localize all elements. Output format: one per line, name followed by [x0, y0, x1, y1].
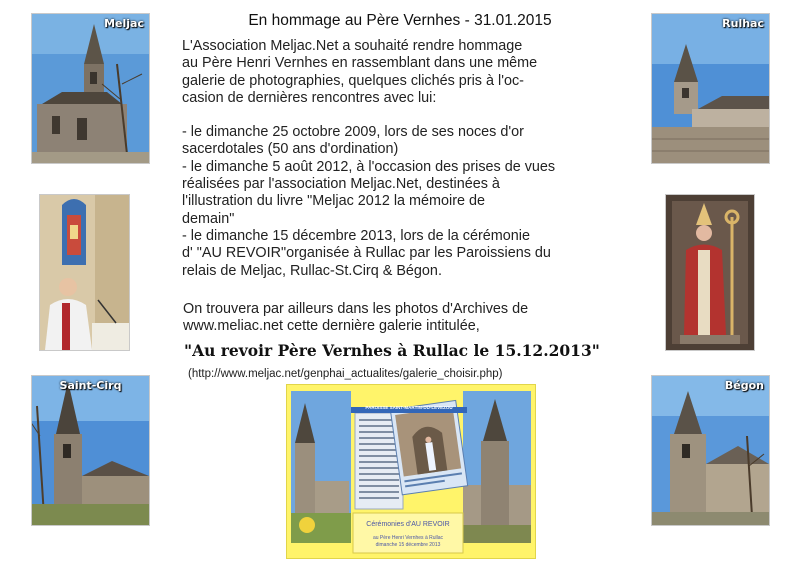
photo-meljac-church[interactable] [31, 13, 150, 164]
body-line: sacerdotales (50 ans d'ordination) [182, 141, 399, 158]
poster-caption-sub2: dimanche 15 décembre 2013 [375, 542, 441, 548]
photo-caption-saint-cirq: Saint-Cirq [59, 379, 122, 392]
poster-illustration [287, 385, 535, 558]
page-title: En hommage au Père Vernhes - 31.01.2015 [248, 12, 552, 29]
church-illustration [32, 376, 149, 525]
body-line: d' "AU REVOIR"organisée à Rullac par les Paroissiens du [182, 245, 551, 262]
body-line: galerie de photographies, quelques clichés pris à l'oc- [182, 72, 524, 89]
body-line: - le dimanche 5 août 2012, à l'occasion des prises de vues [182, 158, 556, 175]
church-illustration [652, 376, 769, 525]
body-line: réalisées par l'association Meljac.Net, destinées à [182, 176, 500, 193]
archives-line: www.meliac.net cette dernière galerie intitulée, [183, 318, 480, 335]
body-text [182, 38, 632, 280]
photo-priest-altar[interactable] [39, 194, 130, 351]
photo-rullac-church[interactable] [651, 13, 770, 164]
photo-caption-begon: Bégon [724, 379, 764, 392]
poster-caption-title: Cérémonies d'AU REVOIR [366, 521, 450, 528]
body-spacer [182, 107, 632, 124]
body-line: - le dimanche 25 octobre 2009, lors de ses noces d'or [182, 124, 524, 141]
body-line: L'Association Meljac.Net a souhaité rendre hommage [182, 38, 523, 54]
body-line: au Père Henri Vernhes en rassemblant dans une même [182, 55, 538, 72]
poster-ceremony[interactable] [286, 384, 536, 559]
archives-line: On trouvera par ailleurs dans les photos d'Archives de [183, 301, 529, 317]
body-line: demain" [182, 210, 235, 227]
photo-caption-meljac: Meljac [104, 17, 144, 30]
body-line: l'illustration du livre "Meljac 2012 la mémoire de [182, 193, 485, 210]
body-line: relais de Meljac, Rullac-St.Cirq & Bégon. [182, 262, 442, 279]
archives-text [183, 301, 633, 336]
church-illustration [32, 14, 149, 163]
statue-illustration [666, 195, 754, 350]
body-line: - le dimanche 15 décembre 2013, lors de la cérémonie [182, 227, 530, 244]
church-illustration [652, 14, 769, 163]
gallery-url[interactable]: (http://www.meljac.net/genphai_actualites/galerie_choisir.php) [188, 368, 503, 380]
body-line: casion de dernières rencontres avec lui: [182, 89, 437, 106]
poster-header: PAROISSE SAINT-MARTIN-DU-LEVEZOU [365, 405, 453, 410]
photo-begon-church[interactable] [651, 375, 770, 526]
priest-illustration [40, 195, 129, 350]
photo-saint-statue[interactable] [665, 194, 755, 351]
photo-caption-rullac: Rulhac [722, 17, 764, 30]
poster-caption-sub1: au Père Henri Vernhes à Rullac [372, 535, 444, 541]
gallery-title: "Au revoir Père Vernhes à Rullac le 15.12.2013" [184, 341, 600, 360]
photo-saint-cirq-church[interactable] [31, 375, 150, 526]
